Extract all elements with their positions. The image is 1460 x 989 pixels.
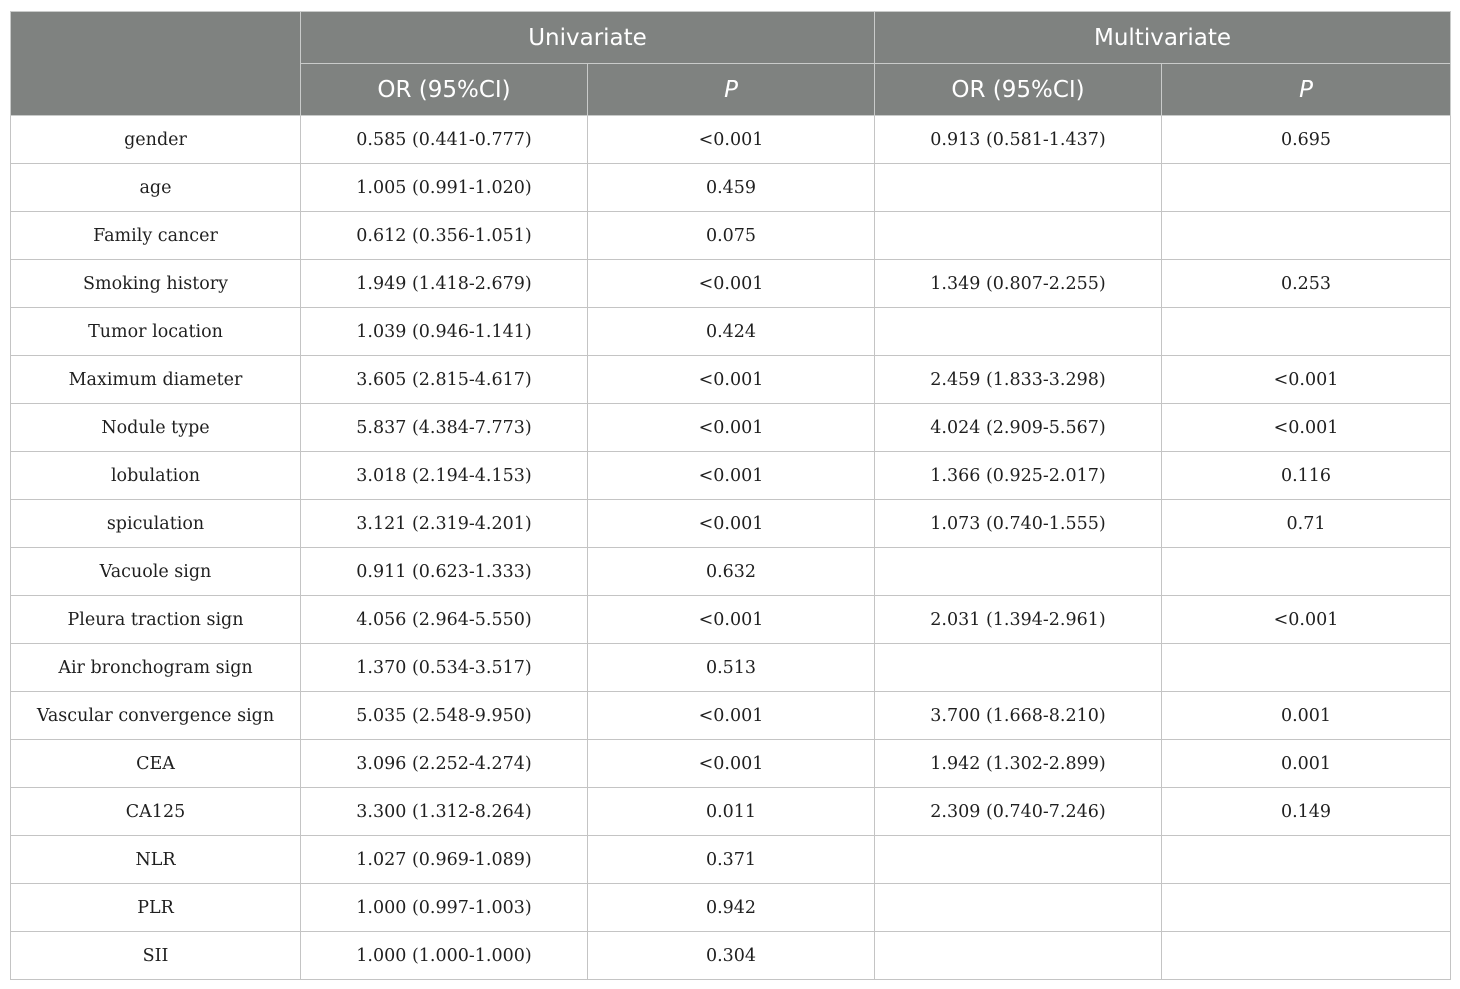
univariate-or-cell: 1.005 (0.991-1.020): [301, 164, 588, 212]
table-row: [11, 116, 1451, 164]
multivariate-p-cell: [1162, 212, 1451, 260]
header-variable-cell: [11, 12, 301, 116]
univariate-p-cell: 0.371: [588, 836, 875, 884]
multivariate-p-cell: <0.001: [1162, 596, 1451, 644]
univariate-p-cell: <0.001: [588, 116, 875, 164]
univariate-or-cell: 3.121 (2.319-4.201): [301, 500, 588, 548]
multivariate-or-cell: 1.942 (1.302-2.899): [875, 740, 1162, 788]
table-header: [11, 12, 1451, 116]
multivariate-or-cell: [875, 308, 1162, 356]
univariate-or-cell: 0.612 (0.356-1.051): [301, 212, 588, 260]
multivariate-or-cell: [875, 212, 1162, 260]
table-row: [11, 596, 1451, 644]
multivariate-p-cell: [1162, 308, 1451, 356]
univariate-or-cell: 1.000 (1.000-1.000): [301, 932, 588, 980]
variable-cell: Family cancer: [11, 212, 301, 260]
univariate-or-cell: 4.056 (2.964-5.550): [301, 596, 588, 644]
variable-cell: Maximum diameter: [11, 356, 301, 404]
table-row: [11, 164, 1451, 212]
univariate-or-cell: 1.370 (0.534-3.517): [301, 644, 588, 692]
univariate-or-cell: 3.605 (2.815-4.617): [301, 356, 588, 404]
multivariate-p-cell: 0.695: [1162, 116, 1451, 164]
variable-cell: Pleura traction sign: [11, 596, 301, 644]
univariate-p-cell: <0.001: [588, 596, 875, 644]
univariate-p-cell: <0.001: [588, 404, 875, 452]
multivariate-or-cell: 2.309 (0.740-7.246): [875, 788, 1162, 836]
univariate-or-cell: 0.911 (0.623-1.333): [301, 548, 588, 596]
header-univariate: Univariate: [301, 12, 875, 64]
univariate-or-cell: 5.837 (4.384-7.773): [301, 404, 588, 452]
multivariate-p-cell: [1162, 836, 1451, 884]
univariate-p-cell: 0.075: [588, 212, 875, 260]
variable-cell: NLR: [11, 836, 301, 884]
multivariate-or-cell: [875, 644, 1162, 692]
multivariate-or-cell: [875, 548, 1162, 596]
multivariate-p-cell: 0.253: [1162, 260, 1451, 308]
variable-cell: Vascular convergence sign: [11, 692, 301, 740]
table-row: [11, 212, 1451, 260]
table-row: [11, 548, 1451, 596]
multivariate-p-cell: <0.001: [1162, 404, 1451, 452]
table-row: [11, 740, 1451, 788]
multivariate-or-cell: [875, 884, 1162, 932]
multivariate-or-cell: [875, 836, 1162, 884]
univariate-or-cell: 3.018 (2.194-4.153): [301, 452, 588, 500]
table-row: [11, 500, 1451, 548]
multivariate-p-cell: <0.001: [1162, 356, 1451, 404]
variable-cell: Tumor location: [11, 308, 301, 356]
univariate-or-cell: 1.039 (0.946-1.141): [301, 308, 588, 356]
univariate-or-cell: 3.300 (1.312-8.264): [301, 788, 588, 836]
univariate-or-cell: 0.585 (0.441-0.777): [301, 116, 588, 164]
multivariate-or-cell: 1.366 (0.925-2.017): [875, 452, 1162, 500]
univariate-p-cell: 0.011: [588, 788, 875, 836]
regression-table-container: [10, 11, 1450, 980]
table-row: [11, 452, 1451, 500]
univariate-p-cell: <0.001: [588, 740, 875, 788]
header-univariate-or: OR (95%CI): [301, 64, 588, 116]
variable-cell: gender: [11, 116, 301, 164]
table-row: [11, 260, 1451, 308]
table-row: [11, 932, 1451, 980]
variable-cell: PLR: [11, 884, 301, 932]
table-row: [11, 692, 1451, 740]
univariate-or-cell: 5.035 (2.548-9.950): [301, 692, 588, 740]
univariate-p-cell: <0.001: [588, 692, 875, 740]
multivariate-p-cell: [1162, 644, 1451, 692]
variable-cell: lobulation: [11, 452, 301, 500]
multivariate-or-cell: 2.459 (1.833-3.298): [875, 356, 1162, 404]
variable-cell: CEA: [11, 740, 301, 788]
multivariate-p-cell: [1162, 164, 1451, 212]
multivariate-p-cell: [1162, 548, 1451, 596]
table-row: [11, 884, 1451, 932]
table-row: [11, 356, 1451, 404]
table-row: [11, 836, 1451, 884]
univariate-p-cell: <0.001: [588, 452, 875, 500]
multivariate-p-cell: 0.001: [1162, 692, 1451, 740]
univariate-or-cell: 1.949 (1.418-2.679): [301, 260, 588, 308]
univariate-p-cell: 0.513: [588, 644, 875, 692]
multivariate-or-cell: 4.024 (2.909-5.567): [875, 404, 1162, 452]
multivariate-p-cell: [1162, 932, 1451, 980]
variable-cell: age: [11, 164, 301, 212]
header-univariate-p: P: [588, 64, 875, 116]
regression-table: [10, 11, 1451, 980]
header-multivariate-or: OR (95%CI): [875, 64, 1162, 116]
multivariate-p-cell: [1162, 884, 1451, 932]
multivariate-or-cell: 1.073 (0.740-1.555): [875, 500, 1162, 548]
univariate-p-cell: <0.001: [588, 500, 875, 548]
table-row: [11, 788, 1451, 836]
multivariate-p-cell: 0.001: [1162, 740, 1451, 788]
variable-cell: CA125: [11, 788, 301, 836]
header-multivariate: Multivariate: [875, 12, 1451, 64]
multivariate-or-cell: 1.349 (0.807-2.255): [875, 260, 1162, 308]
multivariate-or-cell: [875, 932, 1162, 980]
univariate-or-cell: 1.000 (0.997-1.003): [301, 884, 588, 932]
table-row: [11, 644, 1451, 692]
multivariate-or-cell: 0.913 (0.581-1.437): [875, 116, 1162, 164]
variable-cell: spiculation: [11, 500, 301, 548]
multivariate-or-cell: 2.031 (1.394-2.961): [875, 596, 1162, 644]
multivariate-p-cell: 0.71: [1162, 500, 1451, 548]
variable-cell: SII: [11, 932, 301, 980]
variable-cell: Smoking history: [11, 260, 301, 308]
variable-cell: Vacuole sign: [11, 548, 301, 596]
univariate-p-cell: 0.424: [588, 308, 875, 356]
multivariate-or-cell: [875, 164, 1162, 212]
univariate-p-cell: 0.632: [588, 548, 875, 596]
table-row: [11, 404, 1451, 452]
univariate-p-cell: <0.001: [588, 260, 875, 308]
univariate-or-cell: 1.027 (0.969-1.089): [301, 836, 588, 884]
univariate-p-cell: 0.459: [588, 164, 875, 212]
multivariate-p-cell: 0.116: [1162, 452, 1451, 500]
univariate-or-cell: 3.096 (2.252-4.274): [301, 740, 588, 788]
univariate-p-cell: <0.001: [588, 356, 875, 404]
header-multivariate-p: P: [1162, 64, 1451, 116]
table-body: [11, 116, 1451, 980]
multivariate-or-cell: 3.700 (1.668-8.210): [875, 692, 1162, 740]
multivariate-p-cell: 0.149: [1162, 788, 1451, 836]
univariate-p-cell: 0.304: [588, 932, 875, 980]
variable-cell: Air bronchogram sign: [11, 644, 301, 692]
table-row: [11, 308, 1451, 356]
variable-cell: Nodule type: [11, 404, 301, 452]
univariate-p-cell: 0.942: [588, 884, 875, 932]
header-group-row: [11, 12, 1451, 64]
